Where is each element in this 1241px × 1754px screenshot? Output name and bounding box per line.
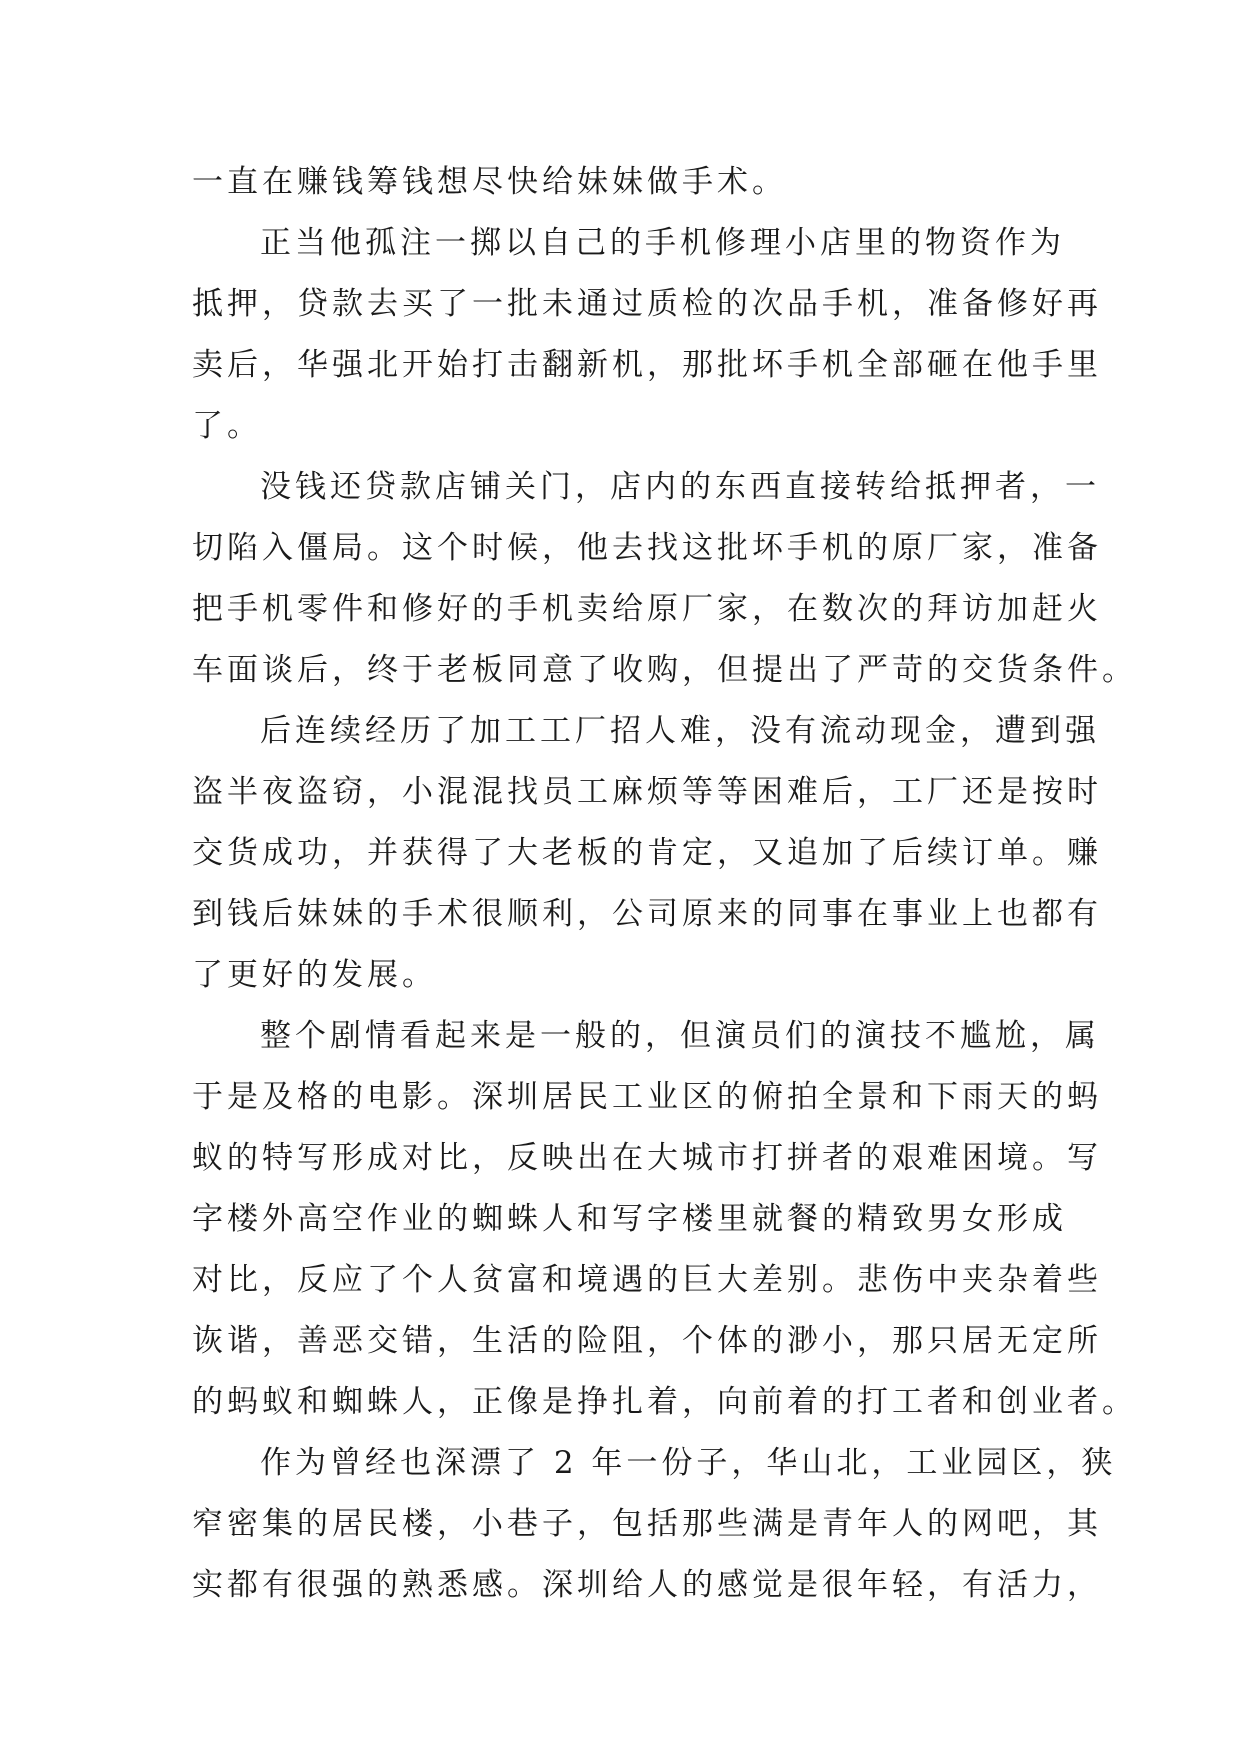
text-line: 车面谈后，终于老板同意了收购，但提出了严苛的交货条件。 [192,652,1137,688]
text-line: 交货成功，并获得了大老板的肯定，又追加了后续订单。赚 [192,835,1102,871]
text-line: 整个剧情看起来是一般的，但演员们的演技不尴尬，属 [260,1018,1100,1054]
text-line: 实都有很强的熟悉感。深圳给人的感觉是很年轻，有活力， [192,1567,1102,1603]
paragraph [192,457,1137,701]
text-line: 于是及格的电影。深圳居民工业区的俯拍全景和下雨天的蚂 [192,1079,1102,1115]
text-line: 切陷入僵局。这个时候，他去找这批坏手机的原厂家，准备 [192,530,1102,566]
text-line: 正当他孤注一掷以自己的手机修理小店里的物资作为 [260,225,1065,261]
paragraph [192,1433,1117,1616]
text-line: 了更好的发展。 [192,957,437,993]
text-line: 诙谐，善恶交错，生活的险阻，个体的渺小，那只居无定所 [192,1323,1102,1359]
text-line: 到钱后妹妹的手术很顺利，公司原来的同事在事业上也都有 [192,896,1102,932]
paragraph [192,701,1102,1006]
text-line: 抵押，贷款去买了一批未通过质检的次品手机，准备修好再 [192,286,1102,322]
paragraph [192,1006,1137,1433]
text-line: 一直在赚钱筹钱想尽快给妹妹做手术。 [192,164,787,200]
text-line: 没钱还贷款店铺关门，店内的东西直接转给抵押者，一 [260,469,1100,505]
text-line: 字楼外高空作业的蜘蛛人和写字楼里就餐的精致男女形成 [192,1201,1067,1237]
text-line: 后连续经历了加工工厂招人难，没有流动现金，遭到强 [260,713,1100,749]
body-text [192,152,1137,1616]
text-line: 的蚂蚁和蜘蛛人，正像是挣扎着，向前着的打工者和创业者。 [192,1384,1137,1420]
text-line: 了。 [192,408,262,444]
paragraph [192,152,1062,213]
text-line: 蚁的特写形成对比，反映出在大城市打拼者的艰难困境。写 [192,1140,1102,1176]
text-line: 作为曾经也深漂了 2 年一份子，华山北，工业园区，狭 [260,1445,1117,1481]
text-line: 把手机零件和修好的手机卖给原厂家，在数次的拜访加赶火 [192,591,1102,627]
text-line: 盗半夜盗窃，小混混找员工麻烦等等困难后，工厂还是按时 [192,774,1102,810]
text-line: 卖后，华强北开始打击翻新机，那批坏手机全部砸在他手里 [192,347,1102,383]
text-line: 窄密集的居民楼，小巷子，包括那些满是青年人的网吧，其 [192,1506,1102,1542]
text-line: 对比，反应了个人贫富和境遇的巨大差别。悲伤中夹杂着些 [192,1262,1102,1298]
paragraph [192,213,1102,457]
